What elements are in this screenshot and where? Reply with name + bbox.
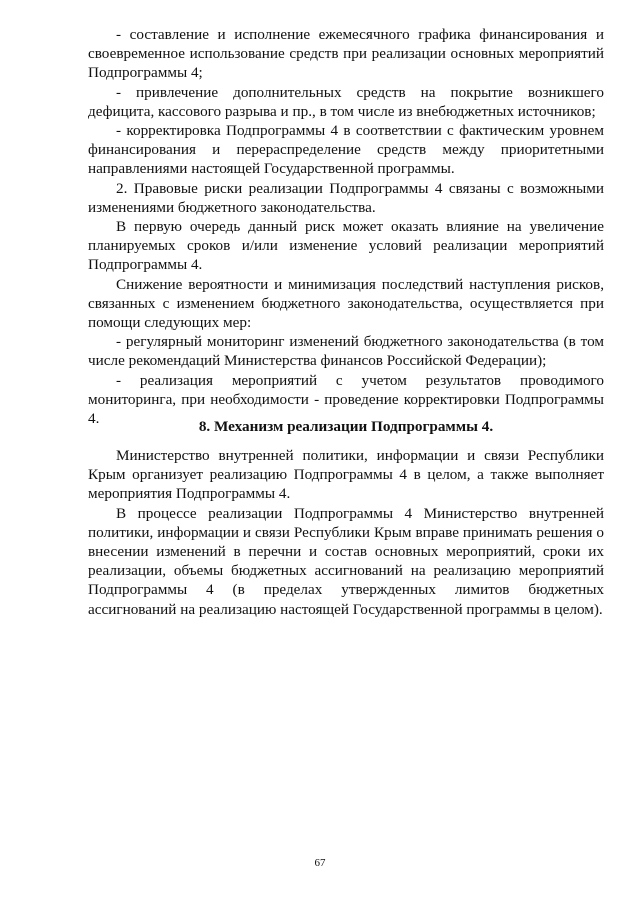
paragraph-ministry-organizes: Министерство внутренней политики, информации и связи Республики Крым организует реализацию Подпрограммы 4 в целом, а также выполняет мероприятия Подпрограммы 4.: [88, 447, 604, 503]
paragraph-correction-item: - корректировка Подпрограммы 4 в соответствии с фактическим уровнем финансирования и перераспределение средств между приоритетными направлениями настоящей Государственной программы.: [88, 122, 604, 178]
paragraph-monitoring-item: - регулярный мониторинг изменений бюджетного законодательства (в том числе рекомендаций Министерства финансов Российской Федерации);: [88, 333, 604, 370]
paragraph-ministry-decisions: В процессе реализации Подпрограммы 4 Министерство внутренней политики, информации и связи Республики Крым вправе принимать решения о внесении изменений в перечни и состав основных мероприятий, сроки их реализации, объемы бюджетных ассигнований на реализацию мероприятий Подпрограммы 4 (в пределах утвержденных лимитов бюджетных ассигнований на реализацию настоящей Государственной программы в целом).: [88, 504, 604, 618]
page-number: 67: [314, 857, 326, 869]
paragraph-additional-funds-item: - привлечение дополнительных средств на покрытие возникшего дефицита, кассового разрыва и пр., в том числе из внебюджетных источников;: [88, 83, 604, 120]
paragraph-risk-influence: В первую очередь данный риск может оказать влияние на увеличение планируемых сроков и/или изменение условий реализации мероприятий Подпрограммы 4.: [88, 218, 604, 274]
paragraph-implementation-item: - реализация мероприятий с учетом результатов проводимого мониторинга, при необходимости - проведение корректировки Подпрограммы 4.: [88, 371, 604, 428]
paragraph-risk-reduction: Снижение вероятности и минимизация последствий наступления рисков, связанных с изменением бюджетного законодательства, осуществляется при помощи следующих мер:: [88, 275, 604, 332]
body-text-after: [88, 446, 604, 619]
paragraph-schedule-item: - составление и исполнение ежемесячного графика финансирования и своевременное использование средств при реализации основных мероприятий Подпрограммы 4;: [88, 26, 604, 82]
paragraph-legal-risks: 2. Правовые риски реализации Подпрограммы 4 связаны с возможными изменениями бюджетного законодательства.: [88, 179, 604, 216]
section-heading: 8. Механизм реализации Подпрограммы 4.: [198, 418, 494, 435]
body-text-before: [88, 25, 604, 428]
